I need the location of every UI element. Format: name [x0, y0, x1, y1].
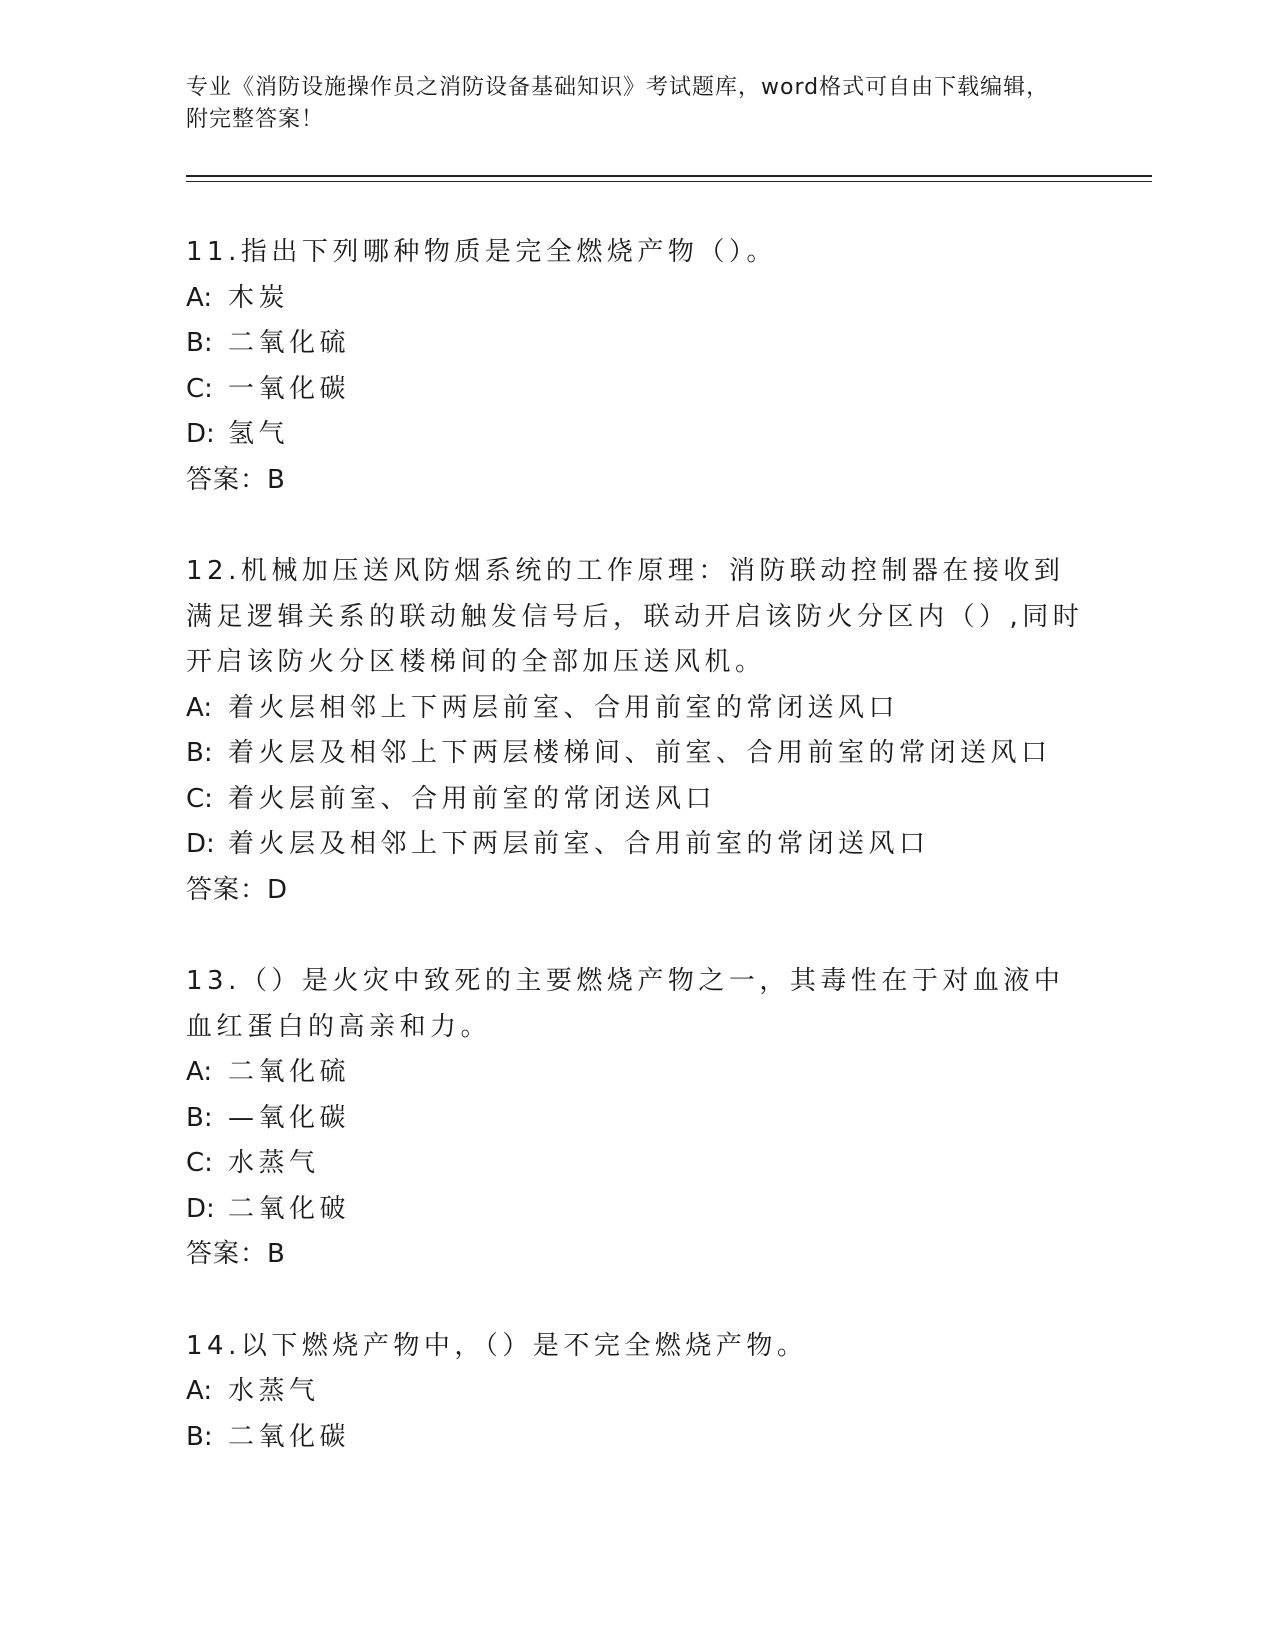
option-letter: B:	[186, 1421, 213, 1452]
question-stem: 13.（）是火灾中致死的主要燃烧产物之一，其毒性在于对血液中血红蛋白的高亲和力。	[186, 966, 1065, 1042]
answer-line: 答案：B	[186, 464, 286, 495]
header-divider-bottom	[186, 181, 1152, 182]
option-letter: A:	[186, 692, 213, 723]
option-letter: A:	[186, 1057, 213, 1087]
option-letter: D:	[186, 829, 215, 859]
option-letter: B:	[186, 738, 213, 768]
option-letter: A:	[186, 282, 213, 313]
option-letter: D:	[186, 1193, 215, 1224]
question-11	[186, 230, 1086, 503]
question-stem: 14.以下燃烧产物中，（）是不完全燃烧产物。	[186, 1330, 808, 1361]
answer-line: 答案：D	[186, 874, 289, 905]
question-12	[186, 549, 1086, 913]
option-b	[186, 1096, 1086, 1142]
question-14	[186, 1324, 1086, 1461]
option-text: 着火层及相邻上下两层前室、合用前室的常闭送风口	[228, 829, 930, 859]
option-text: 水蒸气	[228, 1376, 320, 1406]
option-a	[186, 276, 1086, 322]
question-list	[186, 230, 1086, 1506]
option-a	[186, 686, 1086, 732]
answer-line: 答案：B	[186, 1239, 286, 1269]
option-text: 着火层相邻上下两层前室、合用前室的常闭送风口	[228, 692, 900, 723]
option-text: 二氧化硫	[228, 1057, 351, 1087]
document-header: 专业《消防设施操作员之消防设备基础知识》考试题库，word格式可自由下载编辑，附完整答案！	[186, 75, 1050, 132]
option-letter: A:	[186, 1376, 213, 1406]
option-text: 着火层前室、合用前室的常闭送风口	[228, 783, 717, 814]
option-letter: B:	[186, 328, 213, 358]
option-d	[186, 1187, 1086, 1233]
option-c	[186, 367, 1086, 413]
option-text: 二氧化碳	[228, 1421, 351, 1452]
option-c	[186, 777, 1086, 823]
option-d	[186, 412, 1086, 458]
option-b	[186, 731, 1086, 777]
option-text: 一氧化碳	[228, 373, 351, 404]
header-divider-top	[186, 175, 1152, 177]
question-stem: 11.指出下列哪种物质是完全燃烧产物（）。	[186, 237, 777, 267]
option-text: 着火层及相邻上下两层楼梯间、前室、合用前室的常闭送风口	[228, 738, 1052, 768]
option-text: 二氧化破	[228, 1193, 351, 1224]
question-stem: 12.机械加压送风防烟系统的工作原理：消防联动控制器在接收到满足逻辑关系的联动触发信号后，联动开启该防火分区内（）,同时开启该防火分区楼梯间的全部加压送风机。	[186, 556, 1084, 677]
option-c	[186, 1141, 1086, 1187]
option-letter: C:	[186, 373, 213, 404]
option-text: 木炭	[228, 282, 290, 313]
option-b	[186, 321, 1086, 367]
option-b	[186, 1415, 1086, 1461]
option-text: 二氧化硫	[228, 328, 351, 358]
option-a	[186, 1050, 1086, 1096]
option-letter: C:	[186, 1148, 213, 1178]
option-a	[186, 1369, 1086, 1415]
option-d	[186, 822, 1086, 868]
option-text: 氢气	[228, 419, 290, 449]
option-letter: B:	[186, 1102, 213, 1133]
option-letter: D:	[186, 419, 215, 449]
option-text: —氧化碳	[228, 1102, 351, 1133]
question-13	[186, 959, 1086, 1278]
option-letter: C:	[186, 783, 213, 814]
option-text: 水蒸气	[228, 1148, 320, 1178]
